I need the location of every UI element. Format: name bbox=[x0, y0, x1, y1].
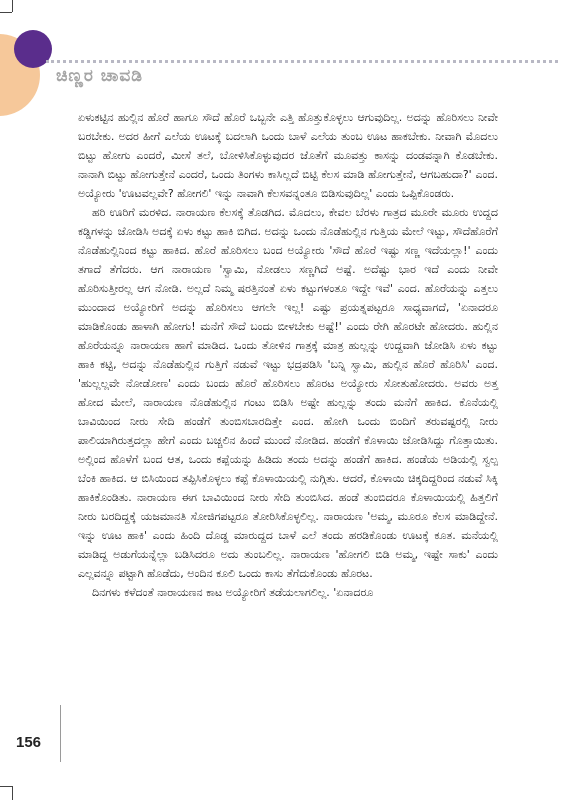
paragraph: ಹರಿ ಊರಿಗೆ ಮರಳಿದ. ನಾರಾಯಣ ಕೆಲಸಕ್ಕೆ ತೊಡಗಿದ. ಮೊದಲು, ಕೇವಲ ಬೆರಳು ಗಾತ್ರದ ಮೂರೇ ಮೂರು ಉದ್ದದ ಕಡ್ಡಿಗಳನ್ನು ಜೋಡಿಸಿ ಅದಕ್ಕೆ ಏಳು ಕಟ್ಟು ಹಾಕಿ ಬಿಗಿದ. ಅದನ್ನು ಒಂದು ನೊಡೆಹುಲ್ಲಿನ ಗುತ್ತಿಯ ಮೇಲೆ ಇಟ್ಟು, ಸೌದೆಹೊರೆಗೆ ನೊಡೆಹುಲ್ಲಿನಿಂದ ಕಟ್ಟು ಹಾಕಿದ. ಹೊರೆ ಹೊರಿಸಲು ಬಂದ ಅಯ್ಯೋರು 'ಸೌದೆ ಹೊರೆ ಇಷ್ಟು ಸಣ್ಣ ಇದೆಯಲ್ಲಾ!' ಎಂದು ತಗಾದೆ ತೆಗೆದರು. ಆಗ ನಾರಾಯಣ 'ಸ್ವಾಮಿ, ನೋಡಲು ಸಣ್ಣಗಿದೆ ಅಷ್ಟೆ. ಅದೆಷ್ಟು ಭಾರ ಇದೆ ಎಂದು ನೀವೇ ಹೊರಿಸುತ್ತೀರಲ್ಲ ಆಗ ನೋಡಿ. ಅಲ್ಲದೆ ನಿಮ್ಮ ಷರತ್ತಿನಂತೆ ಏಳು ಕಟ್ಟುಗಳಂತೂ ಇದ್ದೇ ಇವೆ' ಎಂದ. ಹೊರೆಯನ್ನು ಎತ್ತಲು ಮುಂದಾದ ಅಯ್ಯೋರಿಗೆ ಅದನ್ನು ಹೊರಿಸಲು ಆಗಲೇ ಇಲ್ಲ! ಎಷ್ಟು ಪ್ರಯತ್ನಪಟ್ಟರೂ ಸಾಧ್ಯವಾಗದೆ, 'ಏನಾದರೂ ಮಾಡಿಕೊಂಡು ಹಾಳಾಗಿ ಹೋಗು! ಮನೆಗೆ ಸೌದೆ ಬಂದು ಬೀಳಬೇಕು ಅಷ್ಟೆ!' ಎಂದು ರೇಗಿ ಹೊರಟೇ ಹೋದರು. ಹುಲ್ಲಿನ ಹೊರೆಯನ್ನೂ ನಾರಾಯಣ ಹಾಗೆ ಮಾಡಿದ. ಒಂದು ತೋಳಿನ ಗಾತ್ರಕ್ಕೆ ಮಾತ್ರ ಹುಲ್ಲನ್ನು ಉದ್ದವಾಗಿ ಜೋಡಿಸಿ ಏಳು ಕಟ್ಟು ಹಾಕಿ ಕಟ್ಟಿ, ಅದನ್ನು ನೊಡೆಹುಲ್ಲಿನ ಗುತ್ತಿಗೆ ನಡುವೆ ಇಟ್ಟು ಭದ್ರಪಡಿಸಿ 'ಬನ್ನಿ ಸ್ವಾಮಿ, ಹುಲ್ಲಿನ ಹೊರೆ ಹೊರಿಸಿ' ಎಂದ. 'ಹುಲ್ಲಲ್ಲವೇ ನೋಡೋಣ' ಎಂದು ಬಂದು ಹೊರೆ ಹೊರಿಸಲು ಹೊರಟ ಅಯ್ಯೋರು ಸೋತುಹೋದರು. ಅವರು ಅತ್ತ ಹೋದ ಮೇಲೆ, ನಾರಾಯಣ ನೊಡೆಹುಲ್ಲಿನ ಗಂಟು ಬಿಡಿಸಿ ಅಷ್ಟೇ ಹುಲ್ಲನ್ನು ತಂದು ಮನೆಗೆ ಹಾಕಿದ. ಕೊನೆಯಲ್ಲಿ ಬಾವಿಯಿಂದ ನೀರು ಸೇದಿ ಹಂಡೆಗೆ ತುಂಬಿಸಬಾರದಿತ್ತೇ ಎಂದ. ಹೋಗಿ ಒಂದು ಬಿಂದಿಗೆ ತರುವಷ್ಟರಲ್ಲಿ ನೀರು ಪಾಲಿಯಾಗಿರುತ್ತದಲ್ಲಾ ಹೇಗೆ ಎಂದು ಬಚ್ಚಲಿನ ಹಿಂದೆ ಮುಂದೆ ನೋಡಿದ. ಹಂಡೆಗೆ ಕೊಳಾಯಿ ಜೋಡಿಸಿದ್ದು ಗೊತ್ತಾಯಿತು. ಅಲ್ಲಿಂದ ಹೊಳೆಗೆ ಬಂದ ಆತ, ಒಂದು ಕಪ್ಪೆಯನ್ನು ಹಿಡಿದು ತಂದು ಅದನ್ನು ಹಂಡೆಗೆ ಹಾಕಿದ. ಹಂಡೆಯ ಅಡಿಯಲ್ಲಿ ಸ್ವಲ್ಪ ಬೆಂಕಿ ಹಾಕಿದ. ಆ ಬಿಸಿಯಿಂದ ತಪ್ಪಿಸಿಕೊಳ್ಳಲು ಕಪ್ಪೆ ಕೊಳಾಯಿಯಲ್ಲಿ ನುಗ್ಗಿತು. ಆದರೆ, ಕೊಳಾಯಿ ಚಿಕ್ಕದಿದ್ದರಿಂದ ನಡುವೆ ಸಿಕ್ಕಿ ಹಾಕಿಕೊಂಡಿತು. ನಾರಾಯಣ ಈಗ ಬಾವಿಯಿಂದ ನೀರು ಸೇದಿ ತುಂಬಿಸಿದ. ಹಂಡೆ ತುಂಬಿದರೂ ಕೊಳಾಯಿಯಲ್ಲಿ ಹಿತ್ತಲಿಗೆ ನೀರು ಬರದಿದ್ದಕ್ಕೆ ಯಜಮಾನತಿ ಸೋಜಿಗಪಟ್ಟರೂ ತೋರಿಸಿಕೊಳ್ಳಲಿಲ್ಲ. ನಾರಾಯಣ 'ಅಮ್ಮ, ಮೂರೂ ಕೆಲಸ ಮಾಡಿದ್ದೇನೆ. ಇನ್ನು ಊಟ ಹಾಕಿ' ಎಂದು ಹಿಂದಿ ದೊಡ್ಡ ಮಾರುದ್ದದ ಬಾಳೆ ಎಲೆ ತಂದು ಹರಡಿಕೊಂಡು ಊಟಕ್ಕೆ ಕೂತ. ಮನೆಯಲ್ಲಿ ಮಾಡಿದ್ದ ಅಡುಗೆಯನ್ನೆಲ್ಲಾ ಬಡಿಸಿದರೂ ಅದು ತುಂಬಲಿಲ್ಲ. ನಾರಾಯಣ 'ಹೋಗಲಿ ಬಿಡಿ ಅಮ್ಮ, ಇಷ್ಟೇ ಸಾಕು' ಎಂದು ಎಲ್ಲವನ್ನೂ ಪಟ್ಟಾಗಿ ಹೊಡೆದು, ಅಂದಿನ ಕೂಲಿ ಒಂದು ಕಾಸು ತೆಗೆದುಕೊಂಡು ಹೊರಟ. bbox=[78, 206, 498, 580]
page-number-rule bbox=[60, 705, 61, 762]
paragraph: ಏಳುಕಟ್ಟಿನ ಹುಲ್ಲಿನ ಹೊರೆ ಹಾಗೂ ಸೌದೆ ಹೊರೆ ಒಬ್ಬನೇ ಎತ್ತಿ ಹೊತ್ತುಕೊಳ್ಳಲು ಆಗುವುದಿಲ್ಲ. ಅದನ್ನು ಹೊರಿಸಲು ನೀವೇ ಬರಬೇಕು. ಅದರ ಹೀಗೆ ಎಲೆಯ ಊಟಕ್ಕೆ ಬದಲಾಗಿ ಒಂದು ಬಾಳೆ ಎಲೆಯ ತುಂಬ ಊಟ ಹಾಕಬೇಕು. ನೀವಾಗಿ ಮೊದಲು ಬಿಟ್ಟು ಹೋಗು ಎಂದರೆ, ಮೀಸೆ ತಲೆ, ಬೋಳಿಸಿಕೊಳ್ಳುವುದರ ಜೊತೆಗೆ ಮೂವತ್ತು ಕಾಸನ್ನು ದಂಡವನ್ನಾಗಿ ಕೊಡಬೇಕು. ನಾನಾಗಿ ಬಿಟ್ಟು ಹೋಗುತ್ತೇನೆ ಎಂದರೆ, ಒಂದು ತಿಂಗಳು ಕಾಸಿಲ್ಲದೆ ಬಿಟ್ಟಿ ಕೆಲಸ ಮಾಡಿ ಹೋಗುತ್ತೇನೆ, ಆಗಬಹುದಾ?' ಎಂದ. ಅಯ್ಯೋರು 'ಊಟವಲ್ಲವೇ? ಹೋಗಲಿ' ಇನ್ನು ನಾವಾಗಿ ಕೆಲಸವನ್ನಂತೂ ಬಿಡಿಸುವುದಿಲ್ಲ' ಎಂದು ಒಪ್ಪಿಕೊಂಡರು. bbox=[78, 111, 498, 200]
section-title: ಚಿಣ್ಣರ ಚಾವಡಿ bbox=[56, 66, 144, 86]
crop-mark bbox=[12, 0, 13, 12]
paragraph: ದಿನಗಳು ಕಳೆದಂತೆ ನಾರಾಯಣನ ಕಾಟ ಅಯ್ಯೋರಿಗೆ ತಡೆಯಲಾಗಲಿಲ್ಲ. 'ಏನಾದರೂ bbox=[92, 586, 374, 599]
header-dotted-rule bbox=[46, 60, 558, 63]
page-number: 156 bbox=[16, 734, 42, 751]
crop-mark bbox=[0, 12, 12, 13]
crop-mark bbox=[0, 786, 12, 787]
story-text bbox=[78, 108, 498, 602]
crop-mark bbox=[12, 786, 13, 800]
